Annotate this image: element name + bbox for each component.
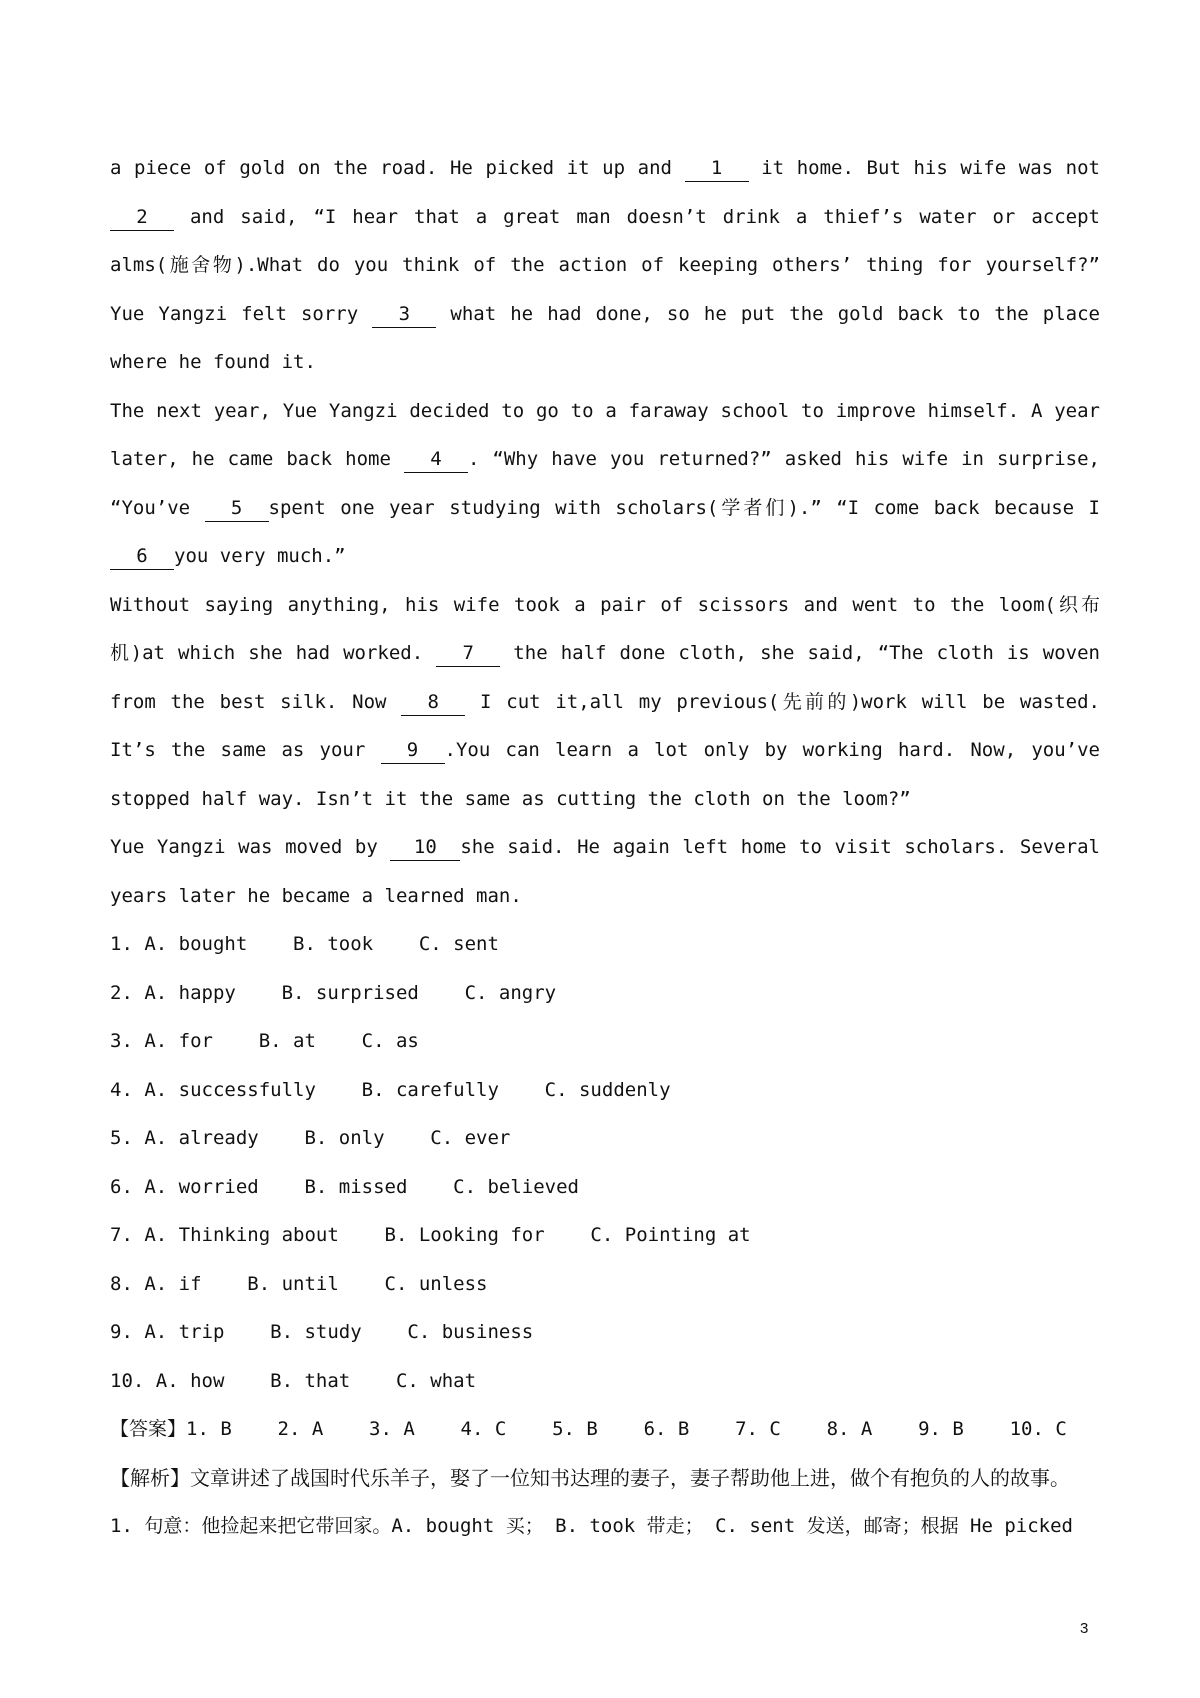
passage-text: a piece of gold on the road. He picked it up and [110,157,685,179]
blank-5: 5 [205,495,269,522]
passage-text: I cut it,all my previous(先前的)work will be wasted. It’s the same as your [110,690,1100,761]
blank-8: 8 [401,689,465,716]
answer-label: 【答案】 [110,1418,187,1440]
passage-paragraph-2 [110,387,1100,581]
options-list [110,920,1100,1405]
analysis-summary [110,1454,1100,1503]
passage-text: Yue Yangzi was moved by [110,836,391,858]
page-number: 3 [1080,1620,1089,1637]
passage-text: spent one year studying with scholars(学者们).” “I come back because I [268,496,1100,519]
passage-paragraph-3 [110,581,1100,824]
blank-7: 7 [436,640,500,667]
blank-9: 9 [381,737,445,764]
blank-10: 10 [390,834,460,861]
option-line-5: 5. A. already B. only C. ever [110,1127,511,1149]
passage-text: The next year, Yue Yangzi decided to go to a faraway school to improve himself. A year later, he came back home [110,399,1100,470]
analysis-label: 【解析】 [110,1465,190,1490]
passage-text: the half done cloth, she said, “The cloth is woven from the best silk. Now [110,642,1100,713]
passage-paragraph-4 [110,823,1100,920]
passage-text: you very much.” [174,545,346,567]
blank-6: 6 [110,543,174,570]
answer-text: 1. B 2. A 3. A 4. C 5. B 6. B 7. C 8. A 9. B 10. C [186,1418,1067,1440]
answer-key [110,1405,1100,1454]
option-line-7: 7. A. Thinking about B. Looking for C. Pointing at [110,1224,751,1246]
blank-2: 2 [110,204,174,231]
passage-text: it home. But his wife was not [748,157,1100,179]
blank-1: 1 [685,155,749,182]
passage-text: she said. He again left home to visit scholars. Several years later he became a learned man. [110,836,1100,907]
passage-text: and said, “I hear that a great man doesn’t drink a thief’s water or accept alms(施舍物).What do you think of the action of keeping others’ thing for yourself?” Yue Yangzi felt sorry [110,205,1100,325]
passage-paragraph-1 [110,144,1100,387]
option-line-3: 3. A. for B. at C. as [110,1030,419,1052]
blank-4: 4 [404,446,468,473]
option-line-2: 2. A. happy B. surprised C. angry [110,981,557,1004]
page-content [110,144,1100,1551]
passage-text: Without saying anything, his wife took a pair of scissors and went to the loom(织布机)at which she had worked. [110,593,1100,664]
analysis-text: 文章讲述了战国时代乐羊子，娶了一位知书达理的妻子，妻子帮助他上进，做个有抱负的人的故事。 [190,1465,1070,1490]
passage-text: .You can learn a lot only by working hard. Now, you’ve stopped half way. Isn’t it the same as cutting the cloth on the loom?” [110,739,1100,810]
option-line-1: 1. A. bought B. took C. sent [110,933,499,955]
analysis-line-1: 1. 句意：他捡起来把它带回家。A. bought 买； B. took 带走； C. sent 发送，邮寄；根据 He picked [110,1515,1073,1537]
option-line-6: 6. A. worried B. missed C. believed [110,1175,579,1198]
blank-3: 3 [372,301,436,328]
option-line-9: 9. A. trip B. study C. business [110,1321,534,1343]
option-line-10: 10. A. how B. that C. what [110,1369,477,1392]
passage-text: . “Why have you returned?” asked his wife in surprise, “You’ve [110,448,1100,519]
option-line-4: 4. A. successfully B. carefully C. suddenly [110,1078,671,1101]
option-line-8: 8. A. if B. until C. unless [110,1272,488,1295]
passage-text: what he had done, so he put the gold back to the place where he found it. [110,302,1100,373]
